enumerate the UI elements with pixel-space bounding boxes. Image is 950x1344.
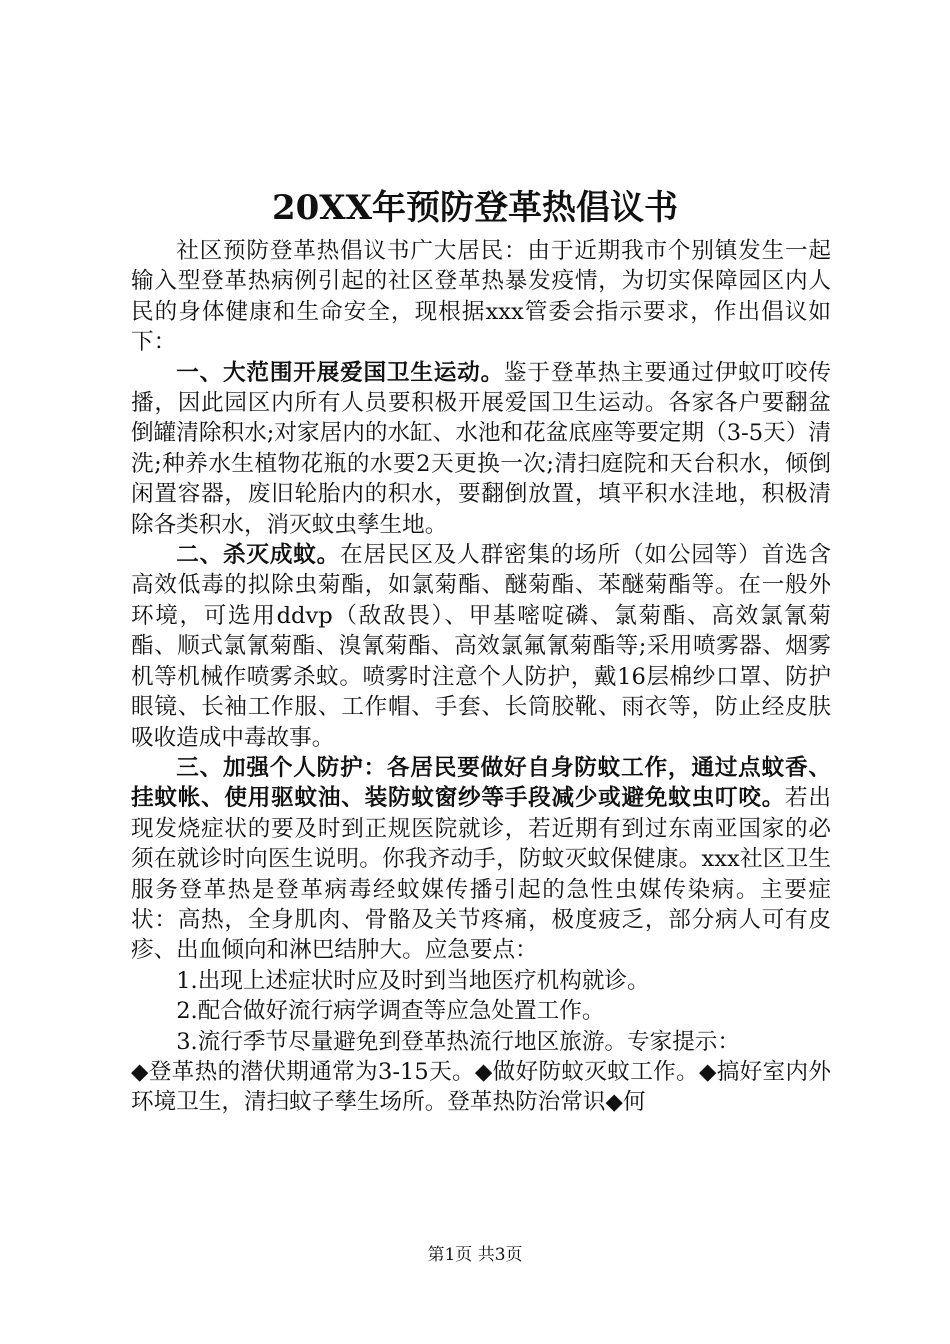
document-body <box>131 236 831 1118</box>
list-item-3: 3.流行季节尽量避免到登革热流行地区旅游。专家提示： <box>176 1028 740 1055</box>
section-2-heading: 二、杀灭成蚊。 <box>176 542 341 569</box>
page-number-footer: 第1页 共3页 <box>427 1245 523 1265</box>
document-title: 20XX年预防登革热倡议书 <box>271 188 679 228</box>
list-item-2: 2.配合做好流行病学调查等应急处置工作。 <box>176 998 605 1025</box>
section-1-heading: 一、大范围开展爱国卫生运动。 <box>176 359 505 386</box>
section-2-text: 在居民区及人群密集的场所（如公园等）首选含高效低毒的拟除虫菊酯，如氯菊酯、醚菊酯、苯醚菊酯等。在一般外环境，可选用ddvp（敌敌畏）、甲基嘧啶磷、氯菊酯、高效氯氰菊酯、顺式氯氰菊酯、溴氰菊酯、高效氯氟氰菊酯等;采用喷雾器、烟雾机等机械作喷雾杀蚊。喷雾时注意个人防护，戴16层棉纱口罩、防护眼镜、长袖工作服、工作帽、手套、长筒胶靴、雨衣等，防止经皮肤吸收造成中毒故事。 <box>131 542 832 751</box>
section-3-heading: 三、加强个人防护：各居民要做好自身防蚊工作，通过点蚊香、挂蚊帐、使用驱蚊油、装防蚊窗纱等手段减少或避免蚊虫叮咬。 <box>131 754 831 812</box>
section-1-paragraph <box>131 358 831 540</box>
section-3-text: 若出现发烧症状的要及时到正规医院就诊，若近期有到过东南亚国家的必须在就诊时向医生说明。你我齐动手，防蚊灭蚊保健康。xxx社区卫生服务登革热是登革病毒经蚊媒传播引起的急性虫媒传染病。主要症状：高热，全身肌肉、骨骼及关节疼痛，极度疲乏，部分病人可有皮疹、出血倾向和淋巴结肿大。应急要点： <box>131 785 831 964</box>
list-item-1: 1.出现上述症状时应及时到当地医疗机构就诊。 <box>176 967 650 994</box>
expert-tips-paragraph: ◆登革热的潜伏期通常为3-15天。◆做好防蚊灭蚊工作。◆搞好室内外环境卫生，清扫蚊子孳生场所。登革热防治常识◆何 <box>131 1058 831 1116</box>
section-2-paragraph <box>131 540 831 753</box>
section-1-text: 鉴于登革热主要通过伊蚊叮咬传播，因此园区内所有人员要积极开展爱国卫生运动。各家各户要翻盆倒罐清除积水;对家居内的水缸、水池和花盆底座等要定期（3-5天）清洗;种养水生植物花瓶的水要2天更换一次;清扫庭院和天台积水，倾倒闲置容器，废旧轮胎内的积水，要翻倒放置，填平积水洼地，积极清除各类积水，消灭蚊虫孳生地。 <box>131 359 832 538</box>
section-3-paragraph <box>131 753 831 966</box>
intro-paragraph: 社区预防登革热倡议书广大居民：由于近期我市个别镇发生一起输入型登革热病例引起的社区登革热暴发疫情，为切实保障园区内人民的身体健康和生命安全，现根据xxx管委会指示要求，作出倡议如下： <box>131 238 831 356</box>
